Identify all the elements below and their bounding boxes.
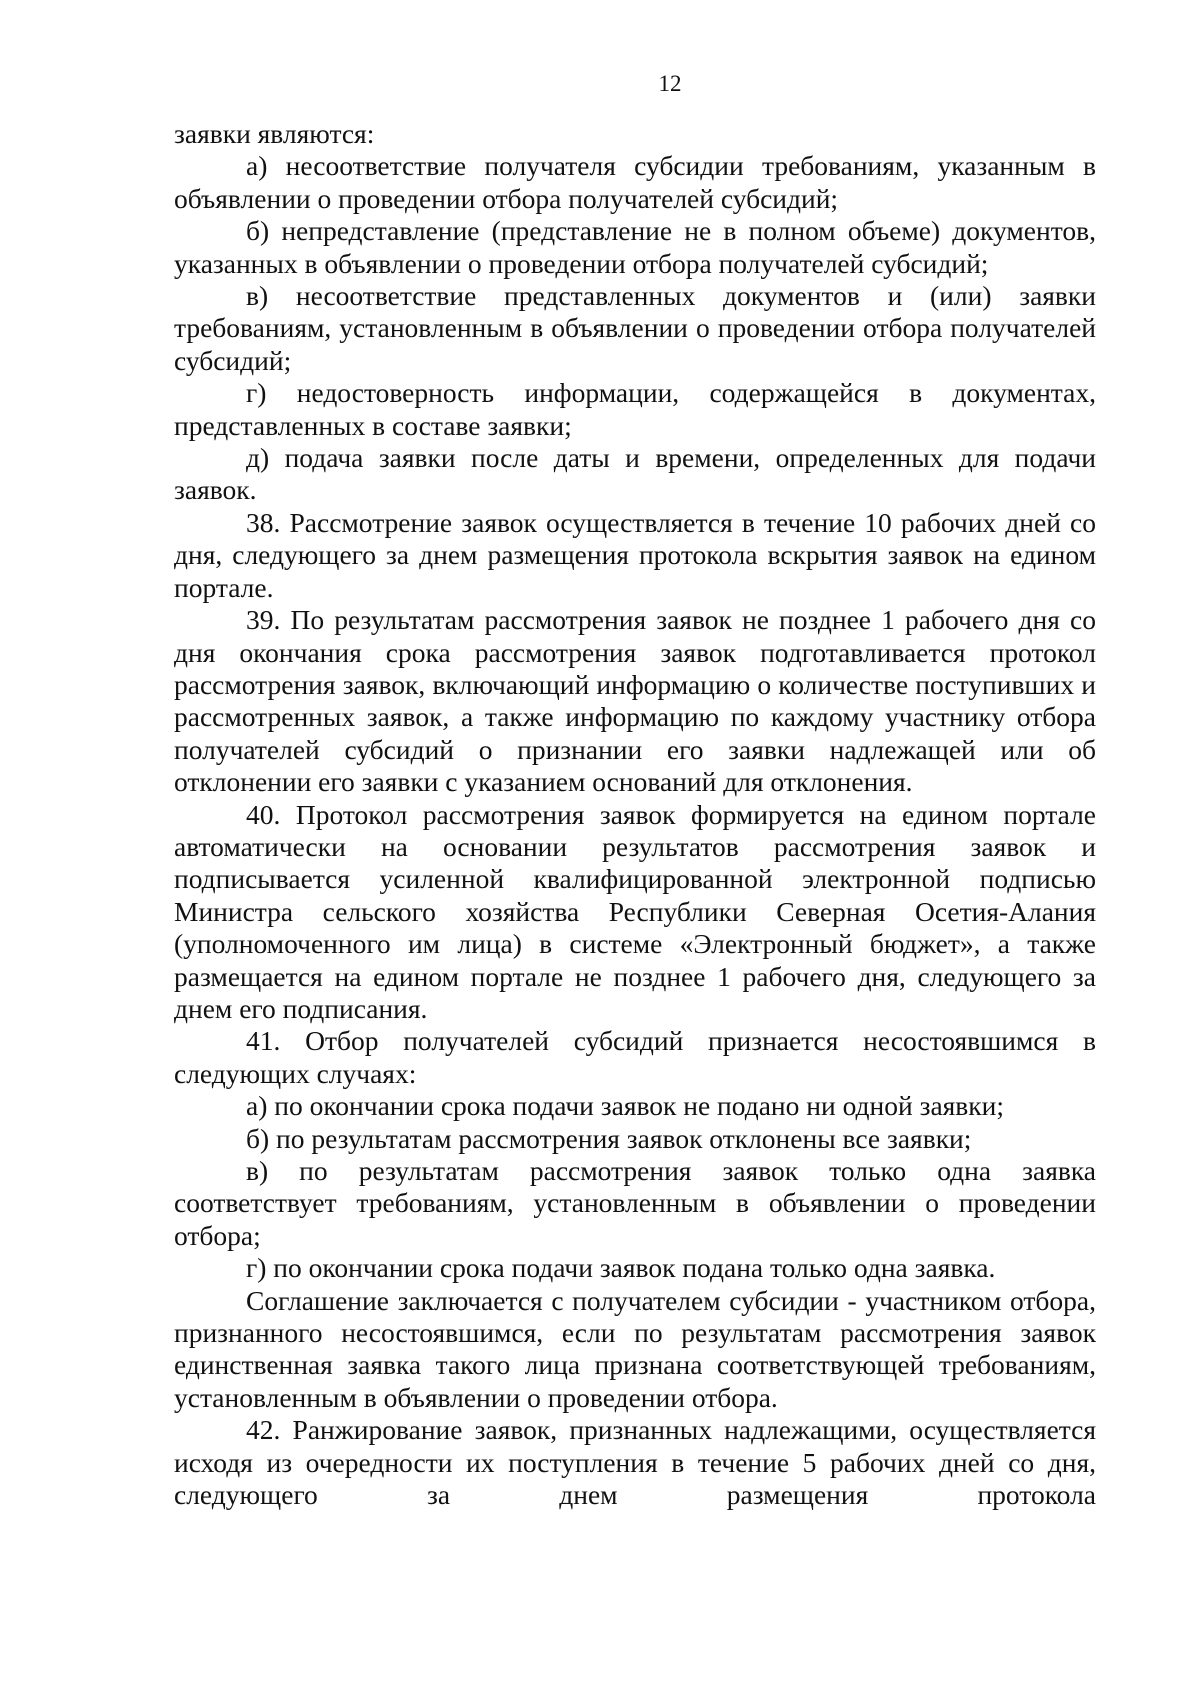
paragraph: 39. По результатам рассмотрения заявок не позднее 1 рабочего дня со дня окончания срока рассмотрения заявок подготавливается протокол рассмотрения заявок, включающий информацию о количестве поступивших и рассмотренных заявок, а также информацию по каждому участнику отбора получателей субсидий о признании его заявки надлежащей или об отклонении его заявки с указанием оснований для отклонения. bbox=[174, 604, 1096, 798]
paragraph: г) недостоверность информации, содержащейся в документах, представленных в составе заявки; bbox=[174, 377, 1096, 441]
paragraph: 38. Рассмотрение заявок осуществляется в течение 10 рабочих дней со дня, следующего за днем размещения протокола вскрытия заявок на едином портале. bbox=[174, 506, 1096, 603]
paragraph: в) несоответствие представленных документов и (или) заявки требованиям, установленным в объявлении о проведении отбора получателей субсидий; bbox=[174, 280, 1096, 376]
paragraph: 41. Отбор получателей субсидий признается несостоявшимся в следующих случаях: bbox=[174, 1025, 1096, 1089]
paragraph: 40. Протокол рассмотрения заявок формируется на едином портале автоматически на основании результатов рассмотрения заявок и подписывается усиленной квалифицированной электронной подписью Министра сельского хозяйства Республики Северная Осетия-Алания (уполномоченного им лица) в системе «Электронный бюджет», а также размещается на едином портале не позднее 1 рабочего дня, следующего за днем его подписания. bbox=[174, 798, 1096, 1024]
paragraph: г) по окончании срока подачи заявок подана только одна заявка. bbox=[246, 1252, 996, 1284]
page-number: 12 bbox=[658, 71, 682, 96]
paragraph: в) по результатам рассмотрения заявок только одна заявка соответствует требованиям, установленным в объявлении о проведении отбора; bbox=[174, 1155, 1096, 1251]
paragraph: б) непредставление (представление не в полном объеме) документов, указанных в объявлении о проведении отбора получателей субсидий; bbox=[174, 215, 1096, 279]
paragraph: а) по окончании срока подачи заявок не подано ни одной заявки; bbox=[246, 1090, 1004, 1122]
paragraph: заявки являются: bbox=[174, 118, 375, 149]
paragraph: б) по результатам рассмотрения заявок отклонены все заявки; bbox=[246, 1122, 972, 1154]
paragraph: д) подача заявки после даты и времени, определенных для подачи заявок. bbox=[174, 442, 1096, 506]
paragraph: Соглашение заключается с получателем субсидии - участником отбора, признанного несостоявшимся, если по результатам рассмотрения заявок единственная заявка такого лица признана соответствующей требованиям, установленным в объявлении о проведении отбора. bbox=[174, 1284, 1096, 1413]
paragraph: 42. Ранжирование заявок, признанных надлежащими, осуществляется исходя из очередности их поступления в течение 5 рабочих дней со дня, следующего за днем размещения протокола bbox=[174, 1414, 1096, 1511]
document-body bbox=[174, 118, 1096, 1511]
paragraph: а) несоответствие получателя субсидии требованиям, указанным в объявлении о проведении отбора получателей субсидий; bbox=[174, 150, 1096, 214]
